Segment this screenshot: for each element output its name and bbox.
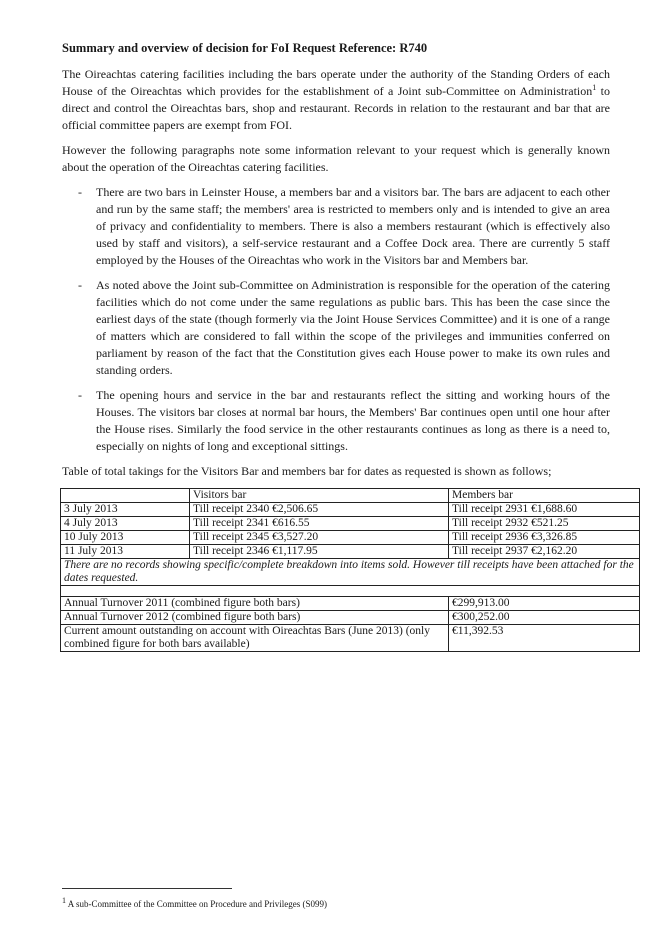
date-cell: 3 July 2013 (61, 503, 190, 517)
bullet-text: As noted above the Joint sub-Committee on Administration is responsible for the operation of the catering facilities which do not come under the same regulations as public bars. This has been the case since the earliest days of the state (though formerly via the Joint House Services Committee) and it is one of a range of matters which are considered to fall within the scope of the privileges and immunities conferred on parliament by reason of the fact that the Constitution gives each House power to make its own rules and standing orders. (96, 278, 610, 377)
members-bar-cell: Till receipt 2931 €1,688.60 (449, 503, 640, 517)
bullet-text: The opening hours and service in the bar and restaurants reflect the sitting and working hours of the Houses. The visitors bar closes at normal bar hours, the Members' Bar continues open until one hour after the House rises. Similarly the food service in the other restaurants continues as long as there is a need to, especially on nights of long and exceptional sittings. (96, 388, 610, 453)
footnote (62, 898, 327, 910)
summary-row (61, 597, 640, 611)
intro-text-part1: The Oireachtas catering facilities including the bars operate under the authority of the Standing Orders of each House of the Oireachtas which provides for the establishment of a Joint sub-Committee on Administration (62, 67, 610, 98)
visitors-bar-cell: Till receipt 2340 €2,506.65 (190, 503, 449, 517)
bullet-item (74, 277, 610, 379)
summary-label: Current amount outstanding on account with Oireachtas Bars (June 2013) (only combined figure for both bars available) (61, 625, 449, 652)
footnote-text: A sub-Committee of the Committee on Procedure and Privileges (S099) (66, 899, 327, 909)
table-row (61, 517, 640, 531)
footnote-reference: 1 (592, 83, 597, 92)
visitors-bar-cell: Till receipt 2345 €3,527.20 (190, 531, 449, 545)
summary-label: Annual Turnover 2012 (combined figure both bars) (61, 611, 449, 625)
members-bar-cell: Till receipt 2937 €2,162.20 (449, 545, 640, 559)
bullet-item (74, 387, 610, 455)
visitors-bar-cell: Till receipt 2346 €1,117.95 (190, 545, 449, 559)
summary-row (61, 625, 640, 652)
header-cell: Visitors bar (190, 489, 449, 503)
bullet-text: There are two bars in Leinster House, a members bar and a visitors bar. The bars are adjacent to each other and run by the same staff; the members' area is restricted to members only and is intended to give an area of privacy and confidentiality to members. There is also a members restaurant (which is effectively also used by staff and visitors), a self-service restaurant and a Coffee Dock area. There are currently 5 staff employed by the Houses of the Oireachtas who work in the Visitors bar and Members bar. (96, 185, 610, 267)
spacer-cell (61, 586, 640, 597)
bullet-list (62, 184, 610, 455)
summary-value: €11,392.53 (449, 625, 640, 652)
summary-value: €300,252.00 (449, 611, 640, 625)
bullet-marker: - (78, 388, 82, 402)
date-cell: 11 July 2013 (61, 545, 190, 559)
date-cell: 10 July 2013 (61, 531, 190, 545)
header-cell: Members bar (449, 489, 640, 503)
summary-label: Annual Turnover 2011 (combined figure both bars) (61, 597, 449, 611)
date-cell: 4 July 2013 (61, 517, 190, 531)
footnote-marker: 1 (62, 896, 66, 905)
footnote-divider (62, 888, 232, 889)
table-row (61, 503, 640, 517)
table-row (61, 545, 640, 559)
intro-text-part2: to direct and control the Oireachtas bars, shop and restaurant. Records in relation to the restaurant and bar that are official committee papers are exempt from FOI. (62, 84, 610, 132)
bullet-marker: - (78, 185, 82, 199)
table-note: There are no records showing specific/complete breakdown into items sold. However till receipts have been attached for the dates requested. (61, 559, 640, 586)
takings-table (60, 488, 640, 652)
document-title: Summary and overview of decision for FoI Request Reference: R740 (62, 41, 428, 55)
intro-paragraph (62, 66, 610, 134)
table-header-row (61, 489, 640, 503)
table-intro-paragraph: Table of total takings for the Visitors Bar and members bar for dates as requested is shown as follows; (62, 464, 552, 478)
summary-row (61, 611, 640, 625)
table-spacer-row (61, 586, 640, 597)
header-cell (61, 489, 190, 503)
members-bar-cell: Till receipt 2932 €521.25 (449, 517, 640, 531)
context-paragraph: However the following paragraphs note some information relevant to your request which is generally known about the operation of the Oireachtas catering facilities. (62, 143, 610, 174)
bullet-item (74, 184, 610, 269)
summary-value: €299,913.00 (449, 597, 640, 611)
visitors-bar-cell: Till receipt 2341 €616.55 (190, 517, 449, 531)
members-bar-cell: Till receipt 2936 €3,326.85 (449, 531, 640, 545)
bullet-marker: - (78, 278, 82, 292)
table-note-row (61, 559, 640, 586)
table-row (61, 531, 640, 545)
